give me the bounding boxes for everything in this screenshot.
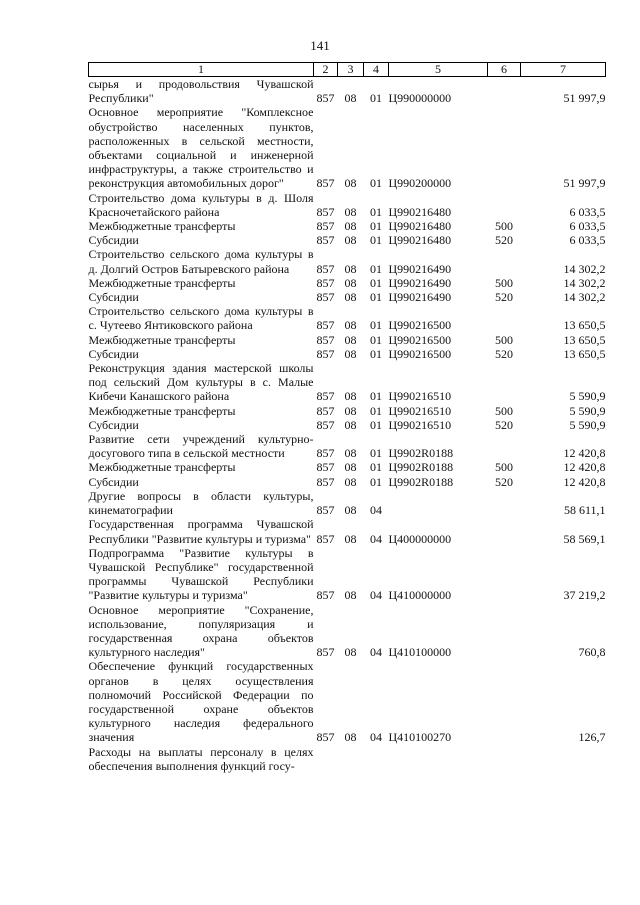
subsection-code: 04 (370, 531, 382, 546)
table-row (89, 361, 606, 404)
page-number: 141 (310, 38, 330, 53)
item-name: Реконструкция здания мастерской школы под сельский Дом культуры в с. Малые Кибечи Канашского района (88, 361, 314, 404)
expense-type-code: 520 (495, 346, 513, 361)
ministry-code: 857 (316, 531, 335, 546)
item-name: Строительство сельского дома культуры в д. Долгий Остров Батыревского района (88, 247, 314, 276)
target-article-code: Ц990216480 (388, 233, 452, 248)
target-article-code: Ц9902R0188 (388, 460, 454, 475)
table-row (89, 546, 606, 603)
budget-table (88, 62, 606, 773)
amount: 51 997,9 (563, 176, 606, 191)
target-article-code: Ц990000000 (388, 91, 452, 106)
target-article-code: Ц400000000 (388, 531, 452, 546)
section-code: 08 (344, 503, 357, 518)
table-row (89, 191, 606, 219)
item-name: Субсидии (88, 290, 139, 305)
subsection-code: 01 (370, 474, 382, 489)
subsection-code: 04 (370, 503, 382, 518)
subsection-code: 01 (370, 176, 382, 191)
table-row (89, 247, 606, 275)
subsection-code: 04 (370, 645, 382, 660)
target-article-code: Ц990216500 (388, 318, 452, 333)
expense-type-code: 520 (495, 474, 513, 489)
ministry-code: 857 (316, 91, 335, 106)
target-article-code: Ц990216510 (388, 403, 452, 418)
item-name: Субсидии (88, 346, 139, 361)
section-code: 08 (344, 176, 357, 191)
expense-type-code (488, 659, 521, 744)
table-row (89, 304, 606, 332)
amount: 5 590,9 (569, 417, 606, 432)
header-row (89, 63, 606, 77)
expense-type-code (488, 77, 521, 106)
expense-type-code (488, 432, 521, 460)
table-row (89, 347, 606, 361)
column-header: 2 (314, 63, 338, 77)
item-name: Межбюджетные трансферты (88, 403, 236, 418)
amount: 58 569,1 (563, 531, 606, 546)
target-article-code: Ц990216480 (388, 219, 452, 234)
ministry-code: 857 (316, 446, 335, 461)
amount: 12 420,8 (563, 474, 606, 489)
amount: 13 650,5 (563, 332, 606, 347)
item-name: Межбюджетные трансферты (88, 332, 236, 347)
target-article-code: Ц990216490 (388, 275, 452, 290)
table-row (89, 276, 606, 290)
subsection-code: 01 (370, 204, 382, 219)
ministry-code: 857 (316, 588, 335, 603)
section-code: 08 (344, 531, 357, 546)
subsection-code: 01 (370, 446, 382, 461)
section-code: 08 (344, 446, 357, 461)
target-article-code: Ц990200000 (388, 176, 452, 191)
target-article-code: Ц410100270 (388, 730, 452, 745)
subsection-code: 01 (370, 219, 382, 234)
subsection-code: 01 (370, 318, 382, 333)
expense-type-code: 500 (495, 403, 513, 418)
ministry-code: 857 (316, 219, 335, 234)
section-code (338, 745, 364, 773)
table-row (89, 290, 606, 304)
section-code: 08 (344, 91, 357, 106)
subsection-code: 01 (370, 261, 382, 276)
amount: 13 650,5 (563, 318, 606, 333)
column-header: 3 (338, 63, 364, 77)
expense-type-code (488, 191, 521, 219)
item-name: Государственная программа Чувашской Республики "Развитие культуры и туризма" (88, 517, 314, 546)
subsection-code: 01 (370, 290, 382, 305)
ministry-code: 857 (316, 261, 335, 276)
table-row (89, 219, 606, 233)
ministry-code: 857 (316, 346, 335, 361)
target-article-code: Ц990216500 (388, 346, 452, 361)
target-article-code (389, 745, 488, 773)
item-name: Развитие сети учреждений культурно-досугового типа в сельской местности (88, 432, 314, 461)
amount: 5 590,9 (569, 389, 606, 404)
table-row (89, 517, 606, 545)
section-code: 08 (344, 588, 357, 603)
item-name: Другие вопросы в области культуры, кинематографии (88, 488, 314, 518)
table-row (89, 745, 606, 773)
subsection-code: 04 (370, 588, 382, 603)
expense-type-code (488, 361, 521, 404)
ministry-code: 857 (316, 503, 335, 518)
subsection-code: 04 (370, 730, 382, 745)
section-code: 08 (344, 645, 357, 660)
item-name: Субсидии (88, 417, 139, 432)
section-code: 08 (344, 204, 357, 219)
subsection-code: 01 (370, 332, 382, 347)
ministry-code (314, 745, 338, 773)
amount: 12 420,8 (563, 460, 606, 475)
amount: 37 219,2 (563, 588, 606, 603)
item-name: Межбюджетные трансферты (88, 460, 236, 475)
table-row (89, 460, 606, 474)
item-name: Субсидии (88, 233, 139, 248)
amount: 760,8 (578, 645, 606, 660)
target-article-code: Ц990216480 (388, 204, 452, 219)
table-row (89, 489, 606, 517)
section-code: 08 (344, 460, 357, 475)
target-article-code: Ц9902R0188 (388, 446, 454, 461)
amount: 126,7 (578, 730, 606, 745)
ministry-code: 857 (316, 474, 335, 489)
item-name: сырья и продовольствия Чувашской Республики" (88, 77, 314, 106)
amount: 13 650,5 (563, 346, 606, 361)
subsection-code: 01 (370, 403, 382, 418)
section-code: 08 (344, 261, 357, 276)
target-article-code: Ц410000000 (388, 588, 452, 603)
table-row (89, 603, 606, 660)
item-name: Основное мероприятие "Комплексное обустройство населенных пунктов, расположенных в сельской местности, объектами социальной и инженерной инфраструктуры, а также строительство и реконструкция автомобильных дорог" (88, 105, 314, 191)
target-article-code (389, 489, 488, 517)
expense-type-code (488, 546, 521, 603)
item-name: Основное мероприятие "Сохранение, использование, популяризация и государственная охрана объектов культурного наследия" (88, 602, 314, 660)
target-article-code: Ц990216510 (388, 389, 452, 404)
expense-type-code (488, 489, 521, 517)
target-article-code: Ц410100000 (388, 645, 452, 660)
table-row (89, 432, 606, 460)
section-code: 08 (344, 332, 357, 347)
section-code: 08 (344, 275, 357, 290)
ministry-code: 857 (316, 645, 335, 660)
expense-type-code: 500 (495, 332, 513, 347)
item-name: Межбюджетные трансферты (88, 219, 236, 234)
column-header: 7 (521, 63, 606, 77)
section-code: 08 (344, 233, 357, 248)
table-row (89, 659, 606, 744)
amount: 5 590,9 (569, 403, 606, 418)
subsection-code: 01 (370, 389, 382, 404)
amount: 14 302,2 (563, 261, 606, 276)
expense-type-code: 500 (495, 460, 513, 475)
section-code: 08 (344, 417, 357, 432)
table-row (89, 105, 606, 190)
table-row (89, 475, 606, 489)
item-name: Обеспечение функций государственных органов в целях осуществления полномочий Российской Федерации по государственной охране объектов культурного наследия федерального значения (88, 659, 314, 745)
expense-type-code (488, 304, 521, 332)
section-code: 08 (344, 219, 357, 234)
expense-type-code: 520 (495, 290, 513, 305)
target-article-code: Ц990216490 (388, 290, 452, 305)
expense-type-code: 500 (495, 219, 513, 234)
amount: 51 997,9 (563, 91, 606, 106)
amount: 6 033,5 (569, 219, 606, 234)
subsection-code: 01 (370, 417, 382, 432)
amount: 6 033,5 (569, 204, 606, 219)
ministry-code: 857 (316, 332, 335, 347)
ministry-code: 857 (316, 730, 335, 745)
ministry-code: 857 (316, 233, 335, 248)
ministry-code: 857 (316, 417, 335, 432)
column-header: 4 (364, 63, 389, 77)
table-row (89, 233, 606, 247)
column-header: 1 (89, 63, 314, 77)
expense-type-code: 500 (495, 275, 513, 290)
subsection-code (364, 745, 389, 773)
target-article-code: Ц990216510 (388, 417, 452, 432)
subsection-code: 01 (370, 233, 382, 248)
ministry-code: 857 (316, 389, 335, 404)
subsection-code: 01 (370, 91, 382, 106)
section-code: 08 (344, 403, 357, 418)
column-header: 6 (488, 63, 521, 77)
expense-type-code: 520 (495, 417, 513, 432)
item-name: Строительство сельского дома культуры в с. Чутеево Янтиковского района (88, 304, 314, 333)
amount: 14 302,2 (563, 290, 606, 305)
item-name: Строительство дома культуры в д. Шоля Красночетайского района (88, 190, 314, 219)
amount: 58 611,1 (563, 503, 606, 518)
amount (521, 745, 606, 773)
section-code: 08 (344, 318, 357, 333)
ministry-code: 857 (316, 460, 335, 475)
expense-type-code (488, 247, 521, 275)
subsection-code: 01 (370, 346, 382, 361)
subsection-code: 01 (370, 275, 382, 290)
ministry-code: 857 (316, 275, 335, 290)
ministry-code: 857 (316, 318, 335, 333)
item-name: Подпрограмма "Развитие культуры в Чувашской Республике" государственной программы Чувашской Республики "Развитие культуры и туризма" (88, 545, 314, 603)
section-code: 08 (344, 389, 357, 404)
ministry-code: 857 (316, 204, 335, 219)
expense-type-code (488, 105, 521, 190)
table-row (89, 333, 606, 347)
amount: 6 033,5 (569, 233, 606, 248)
section-code: 08 (344, 730, 357, 745)
target-article-code: Ц9902R0188 (388, 474, 454, 489)
table-row (89, 77, 606, 106)
table-row (89, 404, 606, 418)
section-code: 08 (344, 290, 357, 305)
expense-type-code (488, 745, 521, 773)
section-code: 08 (344, 346, 357, 361)
table-row (89, 418, 606, 432)
ministry-code: 857 (316, 290, 335, 305)
ministry-code: 857 (316, 403, 335, 418)
expense-type-code (488, 517, 521, 545)
column-header: 5 (389, 63, 488, 77)
expense-type-code (488, 603, 521, 660)
target-article-code: Ц990216500 (388, 332, 452, 347)
section-code: 08 (344, 474, 357, 489)
amount: 14 302,2 (563, 275, 606, 290)
item-name: Межбюджетные трансферты (88, 275, 236, 290)
amount: 12 420,8 (563, 446, 606, 461)
target-article-code: Ц990216490 (388, 261, 452, 276)
item-name: Расходы на выплаты персоналу в целях обеспечения выполнения функций госу- (88, 744, 314, 773)
subsection-code: 01 (370, 460, 382, 475)
expense-type-code: 520 (495, 233, 513, 248)
item-name: Субсидии (88, 474, 139, 489)
ministry-code: 857 (316, 176, 335, 191)
